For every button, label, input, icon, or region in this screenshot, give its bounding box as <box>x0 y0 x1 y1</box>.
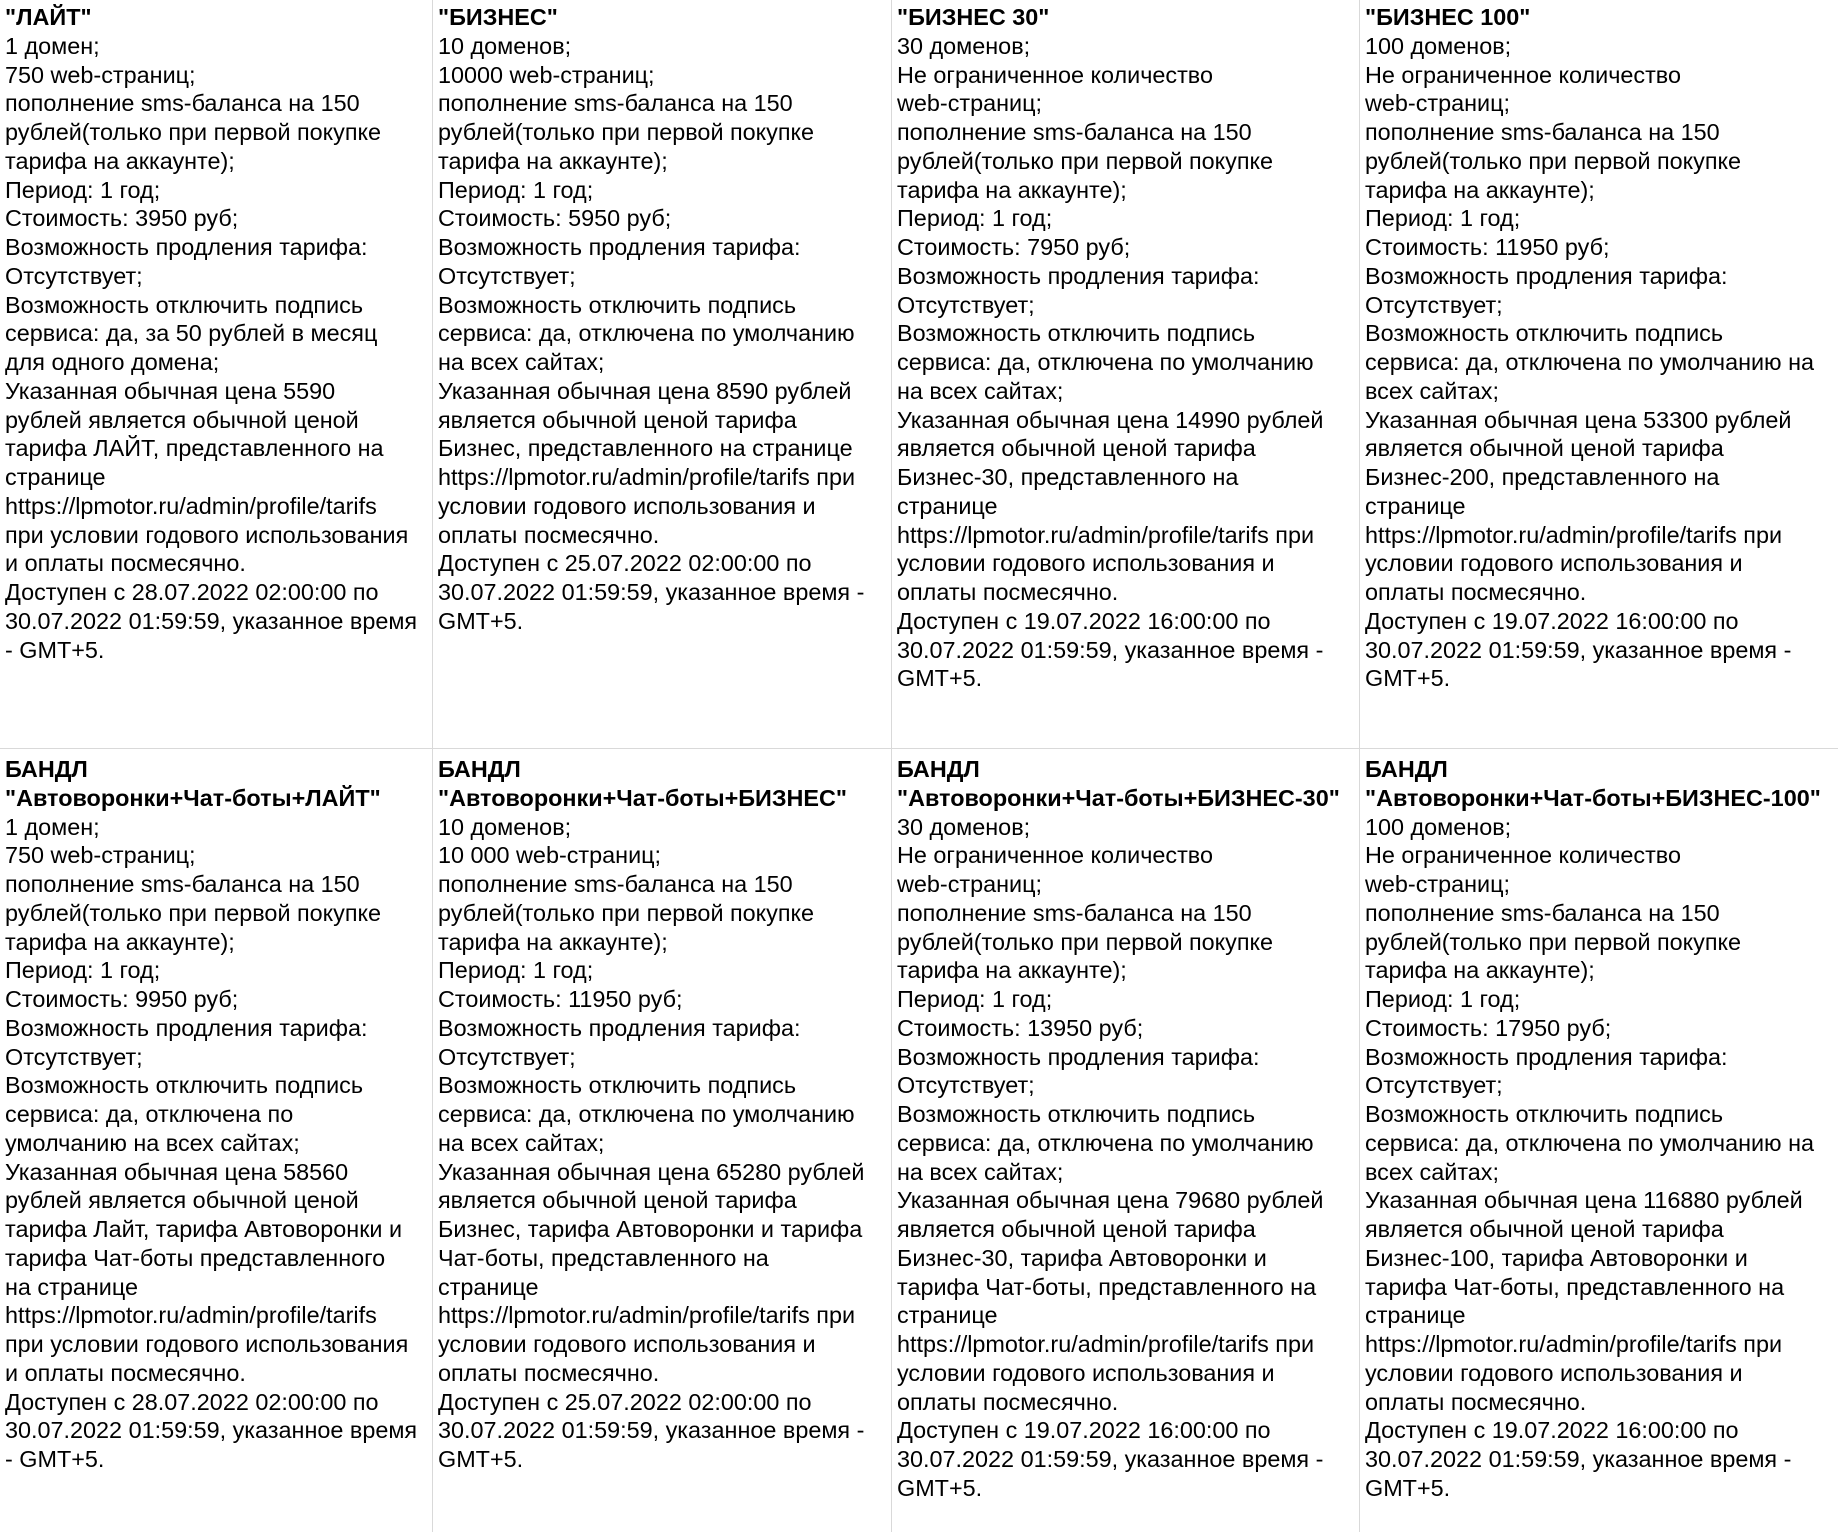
tariff-description: 30 доменов; Не ограниченное количество web-страниц; пополнение sms-баланса на 150 рублей(только при первой покупке тарифа на аккаунте); Период: 1 год; Стоимость: 7950 руб; Возможность продления тарифа: Отсутствует; Возможность отключить подпись сервиса: да, отключена по умолчанию на всех сайтах; Указанная обычная цена 14990 рублей является обычной ценой тарифа Бизнес-30, представленного на странице https://lpmotor.ru/admin/profile/tarifs при условии годового использования и оплаты посмесячно. Доступен с 19.07.2022 16:00:00 по 30.07.2022 01:59:59, указанное время - GMT+5. <box>897 32 1324 692</box>
tariff-description: 100 доменов; Не ограниченное количество web-страниц; пополнение sms-баланса на 150 рублей(только при первой покупке тарифа на аккаунте); Период: 1 год; Стоимость: 11950 руб; Возможность продления тарифа: Отсутствует; Возможность отключить подпись сервиса: да, отключена по умолчанию на всех сайтах; Указанная обычная цена 53300 рублей является обычной ценой тарифа Бизнес-200, представленного на странице https://lpmotor.ru/admin/profile/tarifs при условии годового использования и оплаты посмесячно. Доступен с 19.07.2022 16:00:00 по 30.07.2022 01:59:59, указанное время - GMT+5. <box>1365 32 1815 692</box>
bundle-title: БАНДЛ "Автоворонки+Чат-боты+БИЗНЕС-30" <box>897 756 1340 811</box>
bundle-title: БАНДЛ "Автоворонки+Чат-боты+ЛАЙТ" <box>5 756 381 811</box>
bundle-cell-lite <box>0 749 433 1532</box>
tariff-title: "БИЗНЕС 30" <box>897 4 1050 30</box>
tariff-cell-business-100 <box>1360 0 1838 749</box>
tariff-title: "БИЗНЕС" <box>438 4 558 30</box>
tariff-description: 10 доменов; 10000 web-страниц; пополнение sms-баланса на 150 рублей(только при первой покупке тарифа на аккаунте); Период: 1 год; Стоимость: 5950 руб; Возможность продления тарифа: Отсутствует; Возможность отключить подпись сервиса: да, отключена по умолчанию на всех сайтах; Указанная обычная цена 8590 рублей является обычной ценой тарифа Бизнес, представленного на странице https://lpmotor.ru/admin/profile/tarifs при условии годового использования и оплаты посмесячно. Доступен с 25.07.2022 02:00:00 по 30.07.2022 01:59:59, указанное время - GMT+5. <box>438 32 865 634</box>
tariff-cell-business-30 <box>892 0 1360 749</box>
bundle-description: 10 доменов; 10 000 web-страниц; пополнение sms-баланса на 150 рублей(только при первой покупке тарифа на аккаунте); Период: 1 год; Стоимость: 11950 руб; Возможность продления тарифа: Отсутствует; Возможность отключить подпись сервиса: да, отключена по умолчанию на всех сайтах; Указанная обычная цена 65280 рублей является обычной ценой тарифа Бизнес, тарифа Автоворонки и тарифа Чат-боты, представленного на странице https://lpmotor.ru/admin/profile/tarifs при условии годового использования и оплаты посмесячно. Доступен с 25.07.2022 02:00:00 по 30.07.2022 01:59:59, указанное время - GMT+5. <box>438 813 865 1472</box>
bundle-cell-business <box>433 749 892 1532</box>
tariff-description: 1 домен; 750 web-страниц; пополнение sms-баланса на 150 рублей(только при первой покупке тарифа на аккаунте); Период: 1 год; Стоимость: 3950 руб; Возможность продления тарифа: Отсутствует; Возможность отключить подпись сервиса: да, за 50 рублей в месяц для одного домена; Указанная обычная цена 5590 рублей является обычной ценой тарифа ЛАЙТ, представленного на странице https://lpmotor.ru/admin/profile/tarifs при условии годового использования и оплаты посмесячно. Доступен с 28.07.2022 02:00:00 по 30.07.2022 01:59:59, указанное время - GMT+5. <box>5 32 418 663</box>
bundle-cell-business-30 <box>892 749 1360 1532</box>
bundle-cell-business-100 <box>1360 749 1838 1532</box>
bundle-description: 30 доменов; Не ограниченное количество web-страниц; пополнение sms-баланса на 150 рублей(только при первой покупке тарифа на аккаунте); Период: 1 год; Стоимость: 13950 руб; Возможность продления тарифа: Отсутствует; Возможность отключить подпись сервиса: да, отключена по умолчанию на всех сайтах; Указанная обычная цена 79680 рублей является обычной ценой тарифа Бизнес-30, тарифа Автоворонки и тарифа Чат-боты, представленного на странице https://lpmotor.ru/admin/profile/tarifs при условии годового использования и оплаты посмесячно. Доступен с 19.07.2022 16:00:00 по 30.07.2022 01:59:59, указанное время - GMT+5. <box>897 813 1324 1501</box>
bundle-description: 100 доменов; Не ограниченное количество web-страниц; пополнение sms-баланса на 150 рублей(только при первой покупке тарифа на аккаунте); Период: 1 год; Стоимость: 17950 руб; Возможность продления тарифа: Отсутствует; Возможность отключить подпись сервиса: да, отключена по умолчанию на всех сайтах; Указанная обычная цена 116880 рублей является обычной ценой тарифа Бизнес-100, тарифа Автоворонки и тарифа Чат-боты, представленного на странице https://lpmotor.ru/admin/profile/tarifs при условии годового использования и оплаты посмесячно. Доступен с 19.07.2022 16:00:00 по 30.07.2022 01:59:59, указанное время - GMT+5. <box>1365 813 1815 1501</box>
tariff-cell-business <box>433 0 892 749</box>
tariff-title: "БИЗНЕС 100" <box>1365 4 1531 30</box>
bundle-title: БАНДЛ "Автоворонки+Чат-боты+БИЗНЕС-100" <box>1365 756 1821 811</box>
bundle-title: БАНДЛ "Автоворонки+Чат-боты+БИЗНЕС" <box>438 756 847 811</box>
tariff-title: "ЛАЙТ" <box>5 4 92 30</box>
tariff-cell-lite <box>0 0 433 749</box>
bundle-description: 1 домен; 750 web-страниц; пополнение sms-баланса на 150 рублей(только при первой покупке тарифа на аккаунте); Период: 1 год; Стоимость: 9950 руб; Возможность продления тарифа: Отсутствует; Возможность отключить подпись сервиса: да, отключена по умолчанию на всех сайтах; Указанная обычная цена 58560 рублей является обычной ценой тарифа Лайт, тарифа Автоворонки и тарифа Чат-боты представленного на странице https://lpmotor.ru/admin/profile/tarifs при условии годового использования и оплаты посмесячно. Доступен с 28.07.2022 02:00:00 по 30.07.2022 01:59:59, указанное время - GMT+5. <box>5 813 418 1472</box>
